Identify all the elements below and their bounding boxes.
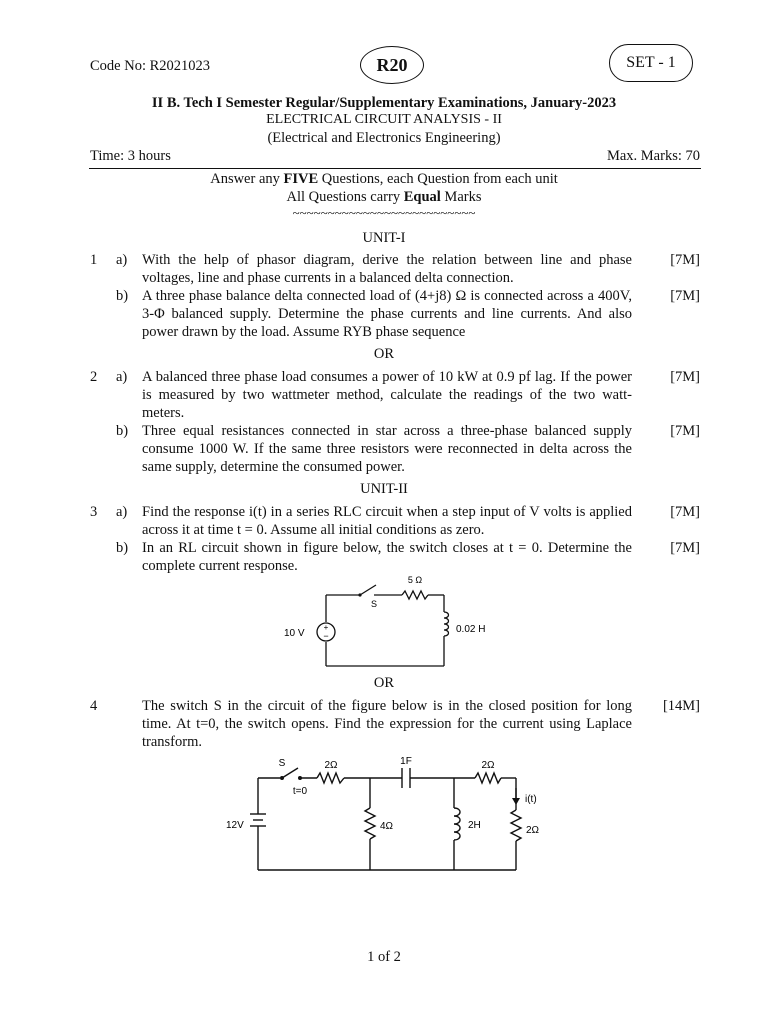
- rl-inductor-label: 0.02 H: [456, 624, 486, 635]
- q2b-text: Three equal resistances connected in star across a three-phase balanced supply consume 1000 W. If the same three resistors were reconnected in delta across the same supply, determine the consumed power.: [142, 423, 632, 475]
- rl-circuit-figure: [270, 570, 500, 670]
- c2-current-label: i(t): [525, 794, 537, 805]
- branch: (Electrical and Electronics Engineering): [267, 130, 501, 146]
- instruction-line-2: [0, 189, 768, 206]
- rl-switch-pivot: [358, 593, 361, 596]
- q1b-text: A three phase balance delta connected load of (4+j8) Ω is connected across a 400V, 3-Φ balanced supply. Determine the phase currents and line currents. And also power drawn by the load. Assume RYB phase sequence: [142, 288, 632, 340]
- q1-number: 1: [90, 252, 98, 268]
- c2-r3-label: 2Ω: [481, 760, 495, 771]
- q3-number: 3: [90, 504, 98, 520]
- regulation-badge: [360, 46, 424, 84]
- c2-inductor: [454, 808, 460, 840]
- rl-inductor: [444, 612, 449, 636]
- c2-switch-blade: [282, 768, 298, 778]
- set-badge: [609, 44, 693, 82]
- max-marks: Max. Marks: 70: [606, 148, 700, 164]
- q1a-marks: [7M]: [670, 252, 700, 268]
- rl-source-label: 10 V: [284, 628, 305, 639]
- c2-switch-label: S: [278, 758, 286, 769]
- rl-resistor-5ohm: [402, 591, 428, 599]
- c2-resistor-r3: [475, 773, 501, 783]
- unit-1-heading: UNIT-I: [362, 230, 406, 246]
- q3a-text: Find the response i(t) in a series RLC circuit when a step input of V volts is applied across it at time t = 0. Assume all initial conditions as zero.: [142, 504, 632, 538]
- subject-title: ELECTRICAL CIRCUIT ANALYSIS - II: [266, 112, 502, 127]
- q4-marks: [14M]: [662, 698, 700, 714]
- q2-number: 2: [90, 369, 98, 385]
- c2-switch-pivot: [280, 776, 284, 780]
- q4-text: The switch S in the circuit of the figure below is in the closed position for long time. At t=0, the switch opens. Find the expression for the current using Laplace transform.: [142, 698, 632, 750]
- or-separator-2: OR: [373, 675, 395, 691]
- tilde-separator: ~~~~~~~~~~~~~~~~~~~~~~~~~~: [292, 205, 476, 220]
- instruction-1-bold: FIVE: [283, 171, 319, 187]
- unit-2-heading: UNIT-II: [360, 481, 408, 497]
- c2-r4-label: 2Ω: [526, 825, 540, 836]
- rl-switch-blade: [360, 585, 376, 595]
- q2b-marks: [7M]: [670, 423, 700, 439]
- q3b-marks: [7M]: [670, 540, 700, 556]
- laplace-circuit-figure: [220, 752, 560, 877]
- c2-switch-contact: [298, 776, 302, 780]
- instruction-2-post: Marks: [440, 189, 482, 205]
- instruction-2-pre: All Questions carry: [286, 189, 404, 205]
- page-number: 1 of 2: [367, 949, 401, 965]
- c2-resistor-r2: [365, 808, 375, 839]
- q3a-label: a): [116, 504, 128, 520]
- q2a-label: a): [116, 369, 128, 385]
- c2-capacitor-label: 1F: [400, 756, 412, 767]
- rl-source-minus: −: [323, 631, 329, 641]
- c2-resistor-r4: [511, 810, 521, 841]
- regulation-label: R20: [376, 54, 408, 75]
- set-label: SET - 1: [626, 54, 676, 71]
- exam-title: II B. Tech I Semester Regular/Supplementary Examinations, January-2023: [151, 95, 617, 111]
- rl-resistor-label: 5 Ω: [407, 575, 423, 585]
- q1b-label: b): [116, 288, 129, 304]
- code-number: Code No: R2021023: [90, 58, 211, 74]
- time-allowed: Time: 3 hours: [90, 148, 171, 164]
- c2-r2-label: 4Ω: [380, 821, 394, 832]
- header-rule: [89, 168, 701, 169]
- instruction-1-post: Questions, each Question from each unit: [318, 171, 558, 187]
- q3b-text: In an RL circuit shown in figure below, the switch closes at t = 0. Determine the complete current response.: [142, 540, 632, 574]
- c2-inductor-label: 2H: [468, 820, 481, 831]
- rl-switch-label: S: [370, 599, 378, 609]
- c2-source-label: 12V: [226, 820, 244, 831]
- q1b-marks: [7M]: [670, 288, 700, 304]
- c2-r1-label: 2Ω: [324, 760, 338, 771]
- instruction-line-1: [0, 171, 768, 188]
- instruction-1-pre: Answer any: [210, 171, 284, 187]
- c2-t0-label: t=0: [292, 786, 308, 797]
- c2-resistor-r1: [317, 773, 344, 783]
- q4-number: 4: [90, 698, 98, 714]
- rl-source-plus: +: [323, 623, 329, 632]
- q2a-text: A balanced three phase load consumes a power of 10 kW at 0.9 pf lag. If the power is measured by two wattmeter method, calculate the readings of the two watt-meters.: [142, 369, 632, 421]
- q3b-label: b): [116, 540, 129, 556]
- q2a-marks: [7M]: [670, 369, 700, 385]
- c2-current-arrow-head: [512, 798, 520, 805]
- q1a-label: a): [116, 252, 128, 268]
- q2b-label: b): [116, 423, 129, 439]
- q1a-text: With the help of phasor diagram, derive the relation between line and phase voltages, line and phase currents in a balanced delta connection.: [142, 252, 632, 286]
- or-separator-1: OR: [373, 346, 395, 362]
- instruction-2-bold: Equal: [403, 189, 441, 205]
- q3a-marks: [7M]: [670, 504, 700, 520]
